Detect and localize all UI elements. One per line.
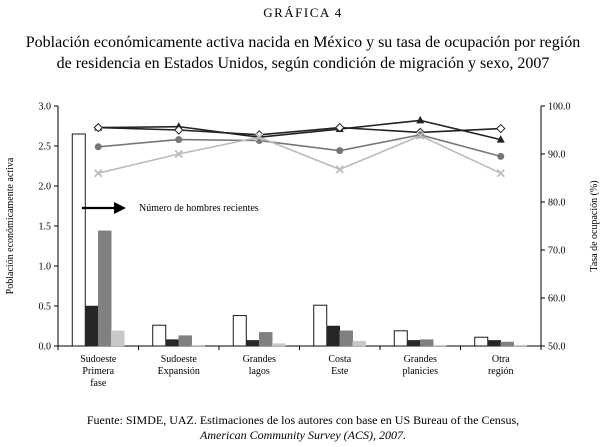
bar (179, 336, 192, 346)
bar (353, 341, 366, 346)
line-point (336, 166, 343, 173)
annotation-label: Número de hombres recientes (139, 203, 259, 214)
y-tick-label: 1.5 (38, 221, 51, 233)
source-line-1: Fuente: SIMDE, UAZ. Estimaciones de los autores con base en US Bureau of the Census, (86, 413, 520, 427)
y2-tick-label: 80.0 (548, 197, 566, 209)
x-tick-label: Primera (82, 366, 115, 377)
x-tick-label: Grandes (242, 354, 276, 365)
bar (394, 331, 407, 346)
x-tick-label: Otra (491, 354, 510, 365)
y2-tick-label: 90.0 (548, 149, 566, 161)
source-line-2: American Community Survey (ACS), 2007. (200, 428, 406, 442)
x-tick-label: Sudoeste (80, 354, 117, 365)
line-point (497, 170, 504, 177)
bar (327, 326, 340, 346)
line-point (95, 143, 102, 150)
line-point (175, 136, 182, 143)
y-tick-label: 0.0 (38, 341, 51, 353)
x-tick-label: Grandes (403, 354, 437, 365)
x-tick-label: lagos (248, 366, 270, 377)
bar (488, 340, 501, 346)
chart-heading: GRÁFICA 4 (263, 5, 343, 20)
line-point (497, 125, 505, 133)
y2-tick-label: 100.0 (548, 101, 571, 113)
line-point (336, 147, 343, 154)
y-tick-label: 0.5 (38, 301, 51, 313)
bar (420, 340, 433, 346)
bar (166, 340, 179, 346)
bar (514, 345, 527, 346)
x-tick-label: Costa (328, 354, 352, 365)
bar (314, 305, 327, 346)
chart-title-line-2: de residencia en Estados Unidos, según condición de migración y sexo, 2007 (56, 55, 550, 72)
x-tick-label: Este (331, 366, 349, 377)
line-point (497, 153, 504, 160)
bar (433, 345, 446, 346)
chart-title-line-1: Población económicamente activa nacida en México y su tasa de ocupación por región (25, 34, 581, 51)
x-tick-label: planicies (402, 366, 439, 377)
x-tick-label: fase (90, 378, 107, 389)
bar (246, 340, 259, 346)
x-tick-label: Sudoeste (160, 354, 197, 365)
y2-tick-label: 60.0 (548, 293, 566, 305)
bar (72, 134, 85, 346)
bar (233, 316, 246, 346)
bar (272, 344, 285, 346)
y-axis-label: Población económicamente activa (5, 157, 16, 295)
y-tick-label: 3.0 (38, 101, 51, 113)
bar (98, 231, 111, 346)
bar (153, 325, 166, 346)
line-point (416, 116, 424, 124)
bar (192, 345, 205, 346)
bar (407, 340, 420, 346)
bar (501, 342, 514, 346)
x-tick-label: región (487, 366, 514, 377)
y2-axis-label: Tasa de ocupación (%) (589, 180, 600, 272)
y2-tick-label: 50.0 (548, 341, 566, 353)
bar (340, 331, 353, 346)
bar (111, 331, 124, 346)
y-tick-label: 2.0 (38, 181, 51, 193)
bar (85, 306, 98, 346)
x-tick-label: Expansión (157, 366, 200, 377)
annotation-arrow-head (114, 202, 126, 214)
y-tick-label: 1.0 (38, 261, 51, 273)
y2-tick-label: 70.0 (548, 245, 566, 257)
bar (259, 332, 272, 346)
plot-area (5, 102, 600, 390)
y-tick-label: 2.5 (38, 141, 51, 153)
bar (475, 337, 488, 346)
